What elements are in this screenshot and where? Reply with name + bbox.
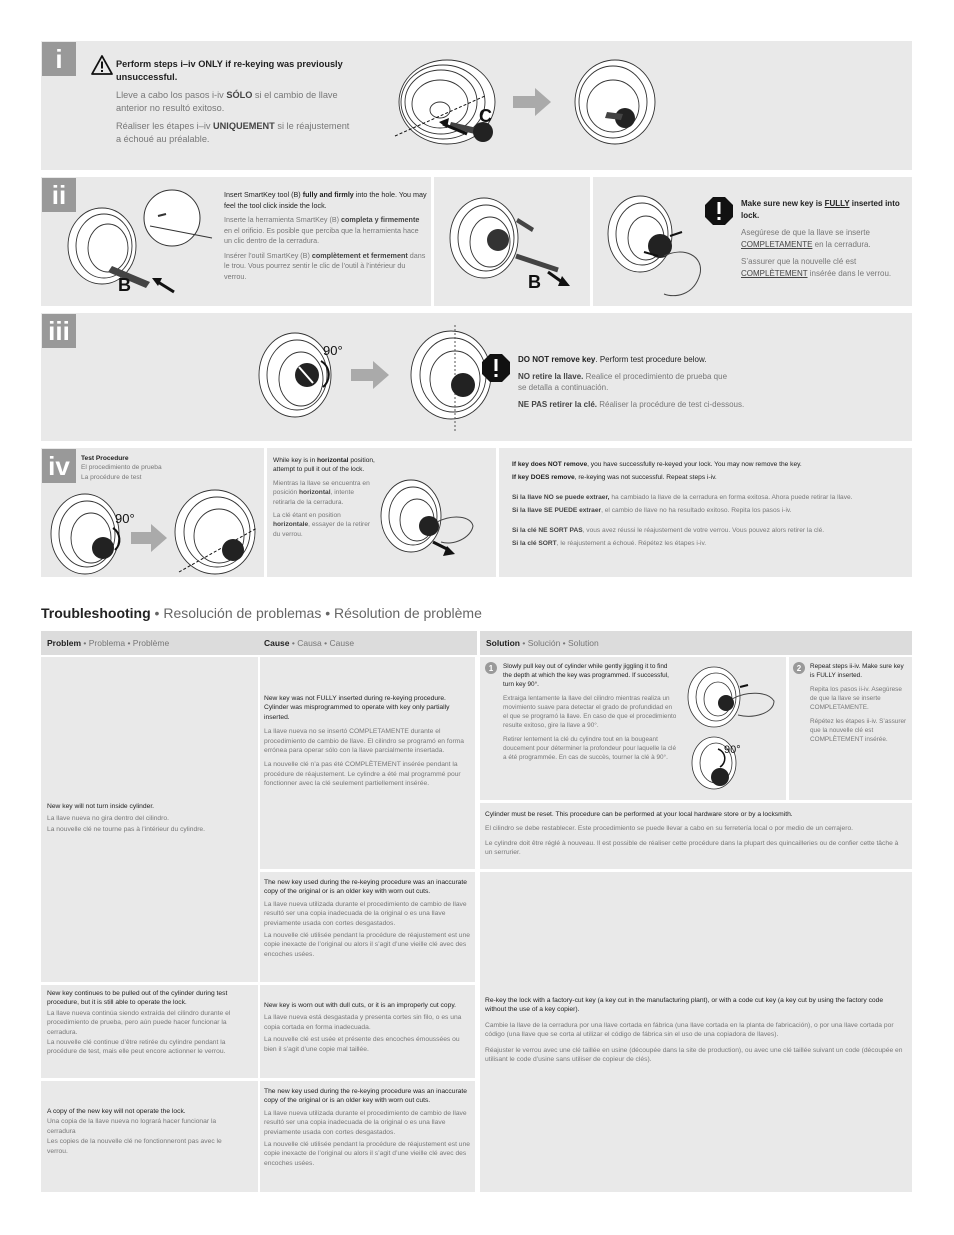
key-full-insert-illustration bbox=[604, 186, 714, 301]
warning-icon bbox=[91, 55, 113, 75]
step-iv-result-es-1: Si la llave NO se puede extraer, ha cambiado la llave de la cerradura en forma exitosa. Ahora puede retirar la llave. bbox=[512, 494, 853, 501]
step-ii-note-fr: S’assurer que la nouvelle clé est COMPLÈTEMENT insérée dans le verrou. bbox=[741, 257, 892, 278]
step-iv-result-en-2: If key DOES remove, re-keying was not successful. Repeat steps i-iv. bbox=[512, 473, 717, 481]
step-iii-text bbox=[518, 354, 778, 414]
step-ii-fr: Insérer l’outil SmartKey (B) complètement et fermement dans le trou. Vous pourrez sentir le clic de l’outil à l’intérieur du verrou. bbox=[224, 250, 426, 281]
step-iv-mid-en: While key is in horizontal position, attempt to pull it out of the lock. bbox=[273, 457, 375, 474]
col-header-problem: Problem • Problema • Problème bbox=[41, 631, 258, 655]
svg-text:2: 2 bbox=[796, 664, 802, 673]
problem-2-text bbox=[47, 989, 252, 1060]
svg-text:90°: 90° bbox=[115, 511, 135, 526]
step-iv-title-fr: La procédure de test bbox=[81, 473, 142, 481]
cause-2-en: The new key used during the re-keying procedure was an inaccurate copy of the original or is an older key with worn out cuts. bbox=[264, 879, 467, 896]
step-ii-note-es: Asegúrese de que la llave se inserte COMPLETAMENTE en la cerradura. bbox=[741, 228, 871, 249]
solution-3-en: Re-key the lock with a factory-cut key (a key cut in the manufacturing plant), or with a code cut key (a key cut by using the factory code without the use of a key copier). bbox=[485, 997, 884, 1014]
step-iv-title bbox=[81, 454, 261, 482]
step-i-badge: i bbox=[42, 42, 76, 76]
key-turn-illustration bbox=[255, 325, 495, 435]
step-iv-mid-text bbox=[273, 456, 393, 543]
step-i-warning-fr: Réaliser les étapes i–iv UNIQUEMENT si le réajustement a échoué au préalable. bbox=[116, 121, 350, 144]
problem-3-es: Una copia de la llave nueva no logrará hacer funcionar la cerradura bbox=[47, 1118, 217, 1135]
problem-3-fr: Les copies de la nouvelle clé ne fonctionneront pas avec le verrou. bbox=[47, 1138, 222, 1155]
step-iv-result-es-2: Si la llave SE PUEDE extraer, el cambio de llave no ha resultado exitoso. Repita los pasos i-iv. bbox=[512, 506, 792, 514]
step-iv-result-fr-2: Si la clé SORT, le réajustement a échoué. Répétez les étapes i-iv. bbox=[512, 539, 707, 547]
solution-2-es: Repita los pasos ii-iv. Asegúrese de que la llave se inserte COMPLETAMENTE. bbox=[810, 686, 902, 711]
cause-3-fr: La nouvelle clé est usée et présente des encoches émoussées ou bien il s’agit d’une copie mal taillée. bbox=[264, 1036, 460, 1053]
key-removal-tool-illustration bbox=[446, 188, 586, 298]
solution-1-fr: Retirer lentement la clé du cylindre tout en la bougeant doucement pour déterminer la profondeur pour laquelle la clé a été programmée. En cas de succès, tourner la clé à 90°. bbox=[503, 736, 677, 761]
solution-1-text bbox=[503, 662, 678, 765]
solution-1-es: Extraiga lentamente la llave del cilindro mientras realiza un movimiento suave para detectar el grado de profundidad en el que se programó la llave. En caso de que el procedimiento resulte exitoso, gire la llave a 90°. bbox=[503, 695, 677, 729]
cause-4-text bbox=[264, 1087, 472, 1171]
problem-3-en: A copy of the new key will not operate the lock. bbox=[47, 1108, 186, 1115]
step-1-number-icon bbox=[485, 662, 497, 674]
solution-2-fr: Répétez les étapes ii-iv. S’assurer que la nouvelle clé est COMPLÈTEMENT insérée. bbox=[810, 718, 907, 743]
cause-1-en: New key was not FULLY inserted during re-keying procedure. Cylinder was misprogrammed to operate with key only partially inserted. bbox=[264, 695, 450, 721]
step-2-number-icon bbox=[793, 662, 805, 674]
cause-1-es: La llave nueva no se insertó COMPLETAMENTE durante el procedimiento de cambio de llave. El cilindro se programó en forma errónea para operar sólo con la llave parcialmente insertada. bbox=[264, 728, 464, 755]
solution-2-text bbox=[810, 662, 908, 747]
step-ii-note bbox=[741, 198, 909, 283]
smartkey-tool-illustration bbox=[62, 186, 222, 301]
problem-1-text bbox=[47, 802, 252, 837]
solution-1c-fr: Le cylindre doit être réglé à nouveau. Il est possible de réaliser cette procédure dans la plupart des quincailleries ou de confier cette tâche à un serrurier. bbox=[485, 839, 899, 857]
problem-2-en: New key continues to be pulled out of the cylinder during test procedure, but it is still able to operate the lock. bbox=[47, 990, 228, 1007]
problem-2-es: La llave nueva continúa siendo extraída del cilindro durante el procedimiento de prueba, pero aún puede hacer funcionar la cerradura. bbox=[47, 1009, 231, 1036]
lock-key-insert-illustration bbox=[395, 52, 655, 162]
solution-3-es: Cambie la llave de la cerradura por una llave cortada en fábrica (una llave cortada en la planta de fabricación), o por una llave cortada por código (una llave que se corta al utilizar el código de fábrica sin el uso de una copiadora de llaves). bbox=[485, 1021, 894, 1039]
cause-3-text bbox=[264, 1001, 472, 1057]
step-iv-mid-fr: La clé étant en position horizontale, essayer de la retirer du verrou. bbox=[273, 512, 371, 538]
cause-2-text bbox=[264, 878, 472, 962]
cause-2-es: La llave nueva utilizada durante el procedimiento de cambio de llave resultó ser una copia inadecuada de la original o es una llave previamente usada con cortes desgastados. bbox=[264, 900, 467, 927]
svg-text:B: B bbox=[528, 272, 541, 292]
col-header-solution: Solution • Solución • Solution bbox=[480, 631, 912, 655]
step-iii-en: DO NOT remove key. Perform test procedure below. bbox=[518, 355, 707, 364]
caution-icon bbox=[704, 196, 734, 226]
cause-1-text bbox=[264, 694, 472, 792]
step-iii-badge: iii bbox=[42, 314, 76, 348]
svg-text:90°: 90° bbox=[323, 343, 343, 358]
step-ii-text bbox=[224, 190, 428, 286]
cause-4-fr: La nouvelle clé utilisée pendant la procédure de réajustement est une copie inexacte de l’original ou alors il s’agit d’une vieille clé avec des encoches usées. bbox=[264, 1141, 470, 1167]
step-iv-title-en: Test Procedure bbox=[81, 455, 129, 462]
problem-3-text bbox=[47, 1107, 237, 1159]
test-procedure-illustration bbox=[47, 488, 262, 578]
problem-2-fr: La nouvelle clé continue d’être retirée du cylindre pendant la procédure de test, mais elle peut encore actionner le verrou. bbox=[47, 1039, 226, 1056]
cause-1-fr: La nouvelle clé n’a pas été COMPLÈTEMENT insérée pendant la procédure de réajustement. Le cylindre a été mal programmé pour fonctionner avec la clé seulement partiellement insérée. bbox=[264, 761, 461, 788]
step-ii-note-en: Make sure new key is FULLY inserted into lock. bbox=[741, 199, 900, 220]
step-i-warning-es: Lleve a cabo los pasos i-iv SÓLO si el cambio de llave anterior no resultó exitoso. bbox=[116, 90, 338, 113]
problem-1-fr: La nouvelle clé ne tourne pas à l’intérieur du cylindre. bbox=[47, 825, 205, 833]
step-iv-result-en-1: If key does NOT remove, you have successfully re-keyed your lock. You may now remove the key. bbox=[512, 461, 802, 468]
cause-4-en: The new key used during the re-keying procedure was an inaccurate copy of the original or is an older key with worn out cuts. bbox=[264, 1088, 467, 1105]
solution-3-fr: Réajuster le verrou avec une clé taillée en usine (découpée dans la site de production), ou avec une clé taillée suivant un code (découpée en utilisant le code d’usine sans utiliser de copieur de clés). bbox=[485, 1046, 903, 1064]
troubleshooting-heading: Troubleshooting • Resolución de problemas • Résolution de problème bbox=[41, 605, 482, 621]
step-i-text bbox=[116, 58, 351, 150]
cause-3-en: New key is worn out with dull cuts, or it is an improperly cut copy. bbox=[264, 1002, 457, 1009]
cause-2-fr: La nouvelle clé utilisée pendant la procédure de réajustement est une copie inexacte de l’original ou alors il s’agit d’une vieille clé avec des encoches usées. bbox=[264, 932, 470, 958]
step-iii-fr: NE PAS retirer la clé. Réaliser la procédure de test ci-dessous. bbox=[518, 399, 745, 409]
step-ii-es: Inserte la herramienta SmartKey (B) completa y firmemente en el orificio. Es posible que perciba que la herramienta hace un clic dentro de la cerradura. bbox=[224, 215, 420, 245]
caution-icon bbox=[481, 353, 511, 383]
step-ii-en: Insert SmartKey tool (B) fully and firmly into the hole. You may feel the tool click inside the lock. bbox=[224, 190, 427, 210]
solution-1c-es: El cilindro se debe restablecer. Este procedimiento se puede llevar a cabo en su ferretería local o por medio de un cerrajero. bbox=[485, 825, 854, 833]
step-iv-result-text bbox=[512, 460, 907, 553]
step-iv-result-fr-1: Si la clé NE SORT PAS, vous avez réussi le réajustement de votre verrou. Vous pouvez alors retirer la clé. bbox=[512, 527, 825, 534]
step-iv-mid-es: Mientras la llave se encuentra en posición horizontal, intente retirarla de la cerradura. bbox=[273, 479, 370, 506]
solution-1c-text bbox=[485, 810, 905, 861]
step-iv-title-es: El procedimiento de prueba bbox=[81, 464, 162, 472]
jiggle-key-illustration bbox=[684, 663, 784, 793]
svg-text:C: C bbox=[479, 106, 492, 126]
step-iii-es: NO retire la llave. Realice el procedimiento de prueba que se detalla a continuación. bbox=[518, 371, 728, 392]
step-iv-badge: iv bbox=[42, 449, 76, 483]
solution-3-text bbox=[485, 996, 905, 1067]
solution-1c-en: Cylinder must be reset. This procedure can be performed at your local hardware store or by a locksmith. bbox=[485, 811, 793, 818]
cause-4-es: La llave nueva utilizada durante el procedimiento de cambio de llave resultó ser una copia inadecuada de la original o es una llave previamente usada con cortes desgastados. bbox=[264, 1109, 467, 1136]
svg-text:B: B bbox=[118, 275, 131, 295]
problem-1-es: La llave nueva no gira dentro del cilindro. bbox=[47, 815, 169, 823]
svg-text:90°: 90° bbox=[724, 744, 741, 756]
step-ii-badge: ii bbox=[42, 178, 76, 212]
problem-1-en: New key will not turn inside cylinder. bbox=[47, 803, 155, 810]
solution-1-en: Slowly pull key out of cylinder while gently jiggling it to find the depth at which the key was programmed. If successful, turn key 90°. bbox=[503, 663, 669, 688]
svg-text:1: 1 bbox=[488, 664, 494, 673]
solution-2-en: Repeat steps ii-iv. Make sure key is FULLY inserted. bbox=[810, 663, 904, 679]
cause-3-es: La llave nueva está desgastada y presenta cortes sin filo, o es una copia cortada en forma inadecuada. bbox=[264, 1014, 462, 1031]
col-header-cause: Cause • Causa • Cause bbox=[258, 631, 477, 655]
step-i-warning-en: Perform steps i–iv ONLY if re-keying was previously unsuccessful. bbox=[116, 59, 343, 82]
key-pull-illustration bbox=[377, 470, 477, 570]
